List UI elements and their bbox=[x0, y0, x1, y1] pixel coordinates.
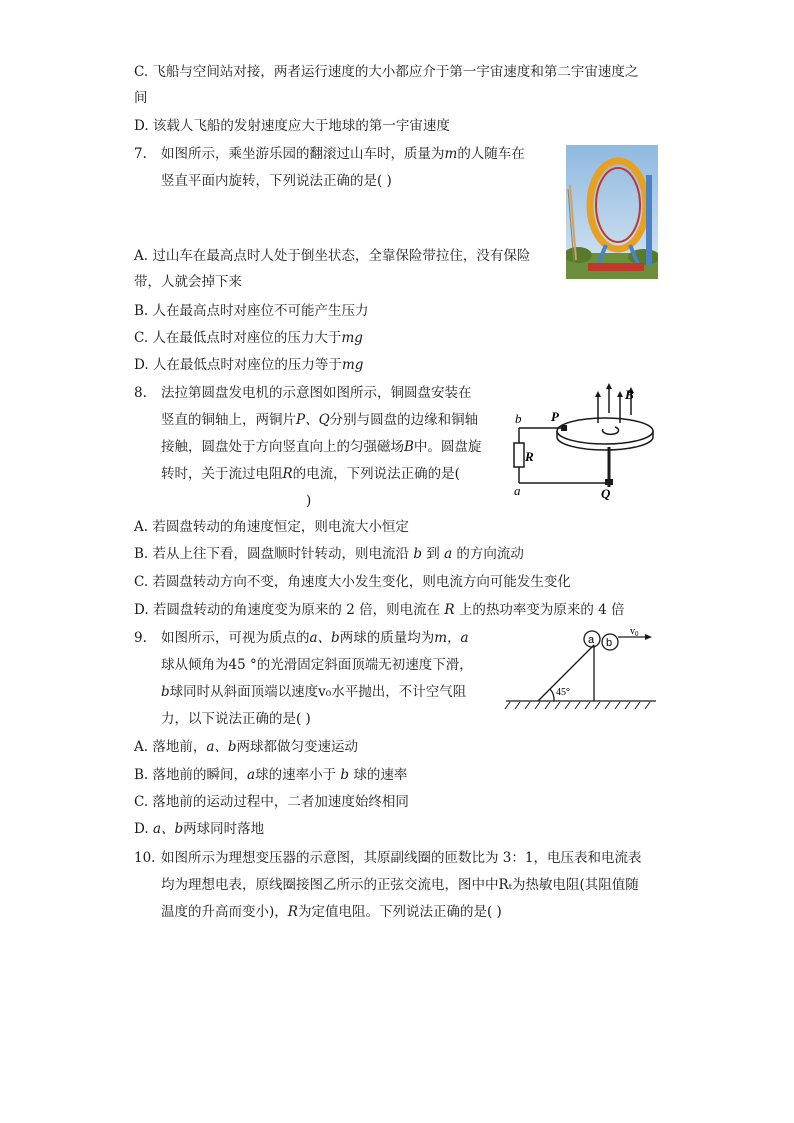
faraday-disc-diagram bbox=[505, 383, 665, 503]
option-c-q6-line1: C. 飞船与空间站对接，两者运行速度的大小都应介于第一宇宙速度和第二宇宙速度之 bbox=[134, 64, 639, 80]
copper-disc-top bbox=[557, 418, 653, 444]
label-b-terminal: b bbox=[515, 411, 522, 426]
arrowhead-2 bbox=[606, 383, 612, 389]
label-a-terminal: a bbox=[514, 483, 521, 498]
question-9-stem-line4: 力，以下说法正确的是( ) bbox=[161, 711, 311, 727]
q9-option-d: D. a、b两球同时落地 bbox=[134, 821, 265, 837]
question-8-stem-line1: 法拉第圆盘发电机的示意图如图所示，铜圆盘安装在 bbox=[161, 385, 472, 401]
label-r: R bbox=[525, 449, 534, 464]
question-10-number: 10. bbox=[134, 850, 156, 866]
rotation-arrow bbox=[603, 427, 619, 434]
roller-coaster-image bbox=[566, 145, 658, 279]
question-9-stem-line1: 如图所示，可视为质点的a、b两球的质量均为m，a bbox=[161, 630, 469, 646]
label-v0: $v_0$ bbox=[630, 626, 639, 638]
question-10-stem-line2: 均为理想电表，原线圈接图乙所示的正弦交流电，图中中Rₜ为热敏电阻(其阻值随 bbox=[161, 877, 639, 893]
q7-option-d: D. 人在最低点时对座位的压力等于mg bbox=[134, 357, 364, 373]
brush-q bbox=[605, 479, 613, 485]
q7-option-c: C. 人在最低点时对座位的压力大于mg bbox=[134, 330, 363, 346]
question-10-stem-line3: 温度的升高而变小)，R为定值电阻。下列说法正确的是( ) bbox=[161, 904, 502, 920]
q7-option-b: B. 人在最高点时对座位不可能产生压力 bbox=[134, 303, 369, 319]
question-7-number: 7. bbox=[134, 146, 147, 162]
q9-option-b: B. 落地前的瞬间，a球的速率小于 b 球的速率 bbox=[134, 767, 408, 783]
question-9-stem-line2: 球从倾角为45 °的光滑固定斜面顶端无初速度下滑， bbox=[161, 657, 473, 673]
tower bbox=[646, 175, 652, 265]
arrowhead-3 bbox=[617, 391, 623, 397]
brush-p bbox=[561, 425, 567, 431]
roller-coaster-photo bbox=[566, 145, 658, 279]
question-7-stem-line1: 如图所示，乘坐游乐园的翻滚过山车时，质量为m的人随车在 bbox=[161, 146, 525, 162]
label-angle: 45° bbox=[556, 687, 570, 698]
label-b-field: B bbox=[625, 387, 634, 402]
q8-option-c: C. 若圆盘转动方向不变，角速度大小发生变化，则电流方向可能发生变化 bbox=[134, 574, 571, 590]
question-8-stem-line2: 竖直的铜轴上，两铜片P、Q分别与圆盘的边缘和铜轴 bbox=[161, 412, 479, 428]
question-8-stem-line4: 转时，关于流过电阻R的电流，下列说法正确的是( bbox=[161, 466, 460, 482]
resistor-r bbox=[514, 443, 524, 467]
question-8-stem-line3: 接触，圆盘处于方向竖直向上的匀强磁场B中。圆盘旋 bbox=[161, 439, 482, 455]
arrowhead-1 bbox=[595, 391, 601, 397]
question-10-stem-line1: 如图所示为理想变压器的示意图，其原副线圈的匝数比为 3：1，电压表和电流表 bbox=[161, 850, 642, 866]
question-8-stem-line5: ) bbox=[306, 493, 312, 509]
question-9-number: 9. bbox=[134, 630, 147, 646]
q7-option-a-line1: A. 过山车在最高点时人处于倒坐状态，全靠保险带拉住，没有保险 bbox=[134, 248, 531, 264]
option-d-q6: D. 该载人飞船的发射速度应大于地球的第一宇宙速度 bbox=[134, 118, 450, 134]
label-p: P bbox=[551, 409, 559, 424]
label-ball-a: a bbox=[588, 634, 595, 646]
base bbox=[588, 263, 644, 271]
question-8-number: 8. bbox=[134, 385, 147, 401]
q7-option-a-line2: 带，人就会掉下来 bbox=[134, 274, 242, 290]
q8-option-d: D. 若圆盘转动的角速度变为原来的 2 倍，则电流在 R 上的热功率变为原来的 4 倍 bbox=[134, 602, 625, 618]
q9-option-c: C. 落地前的运动过程中，二者加速度始终相同 bbox=[134, 794, 409, 810]
option-c-q6-line2: 间 bbox=[134, 90, 148, 106]
q8-option-b: B. 若从上往下看，圆盘顺时针转动，则电流沿 b 到 a 的方向流动 bbox=[134, 546, 524, 562]
q8-option-a: A. 若圆盘转动的角速度恒定，则电流大小恒定 bbox=[134, 519, 409, 535]
incline-svg bbox=[500, 625, 660, 711]
label-ball-b: b bbox=[606, 637, 613, 649]
faraday-disc-svg bbox=[505, 383, 665, 503]
q9-option-a: A. 落地前，a、b两球都做匀变速运动 bbox=[134, 739, 359, 755]
question-7-stem-line2: 竖直平面内旋转，下列说法正确的是( ) bbox=[161, 173, 392, 189]
label-q: Q bbox=[601, 486, 611, 501]
incline-projectile-diagram bbox=[500, 625, 660, 711]
velocity-arrowhead bbox=[645, 634, 652, 640]
question-9-stem-line3: b球同时从斜面顶端以速度v₀水平抛出，不计空气阻 bbox=[161, 684, 467, 700]
angle-arc bbox=[550, 689, 554, 701]
